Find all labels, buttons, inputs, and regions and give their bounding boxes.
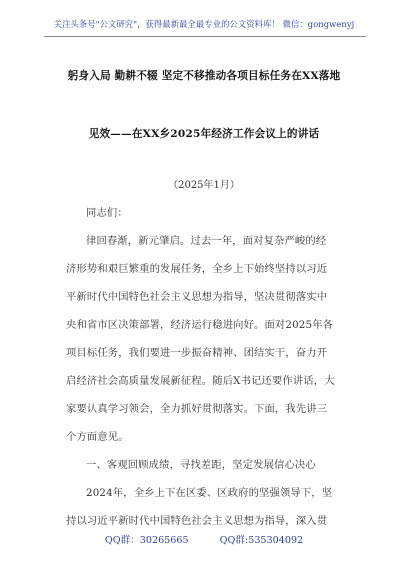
salutation: 同志们： [86, 207, 128, 219]
body-line: 个方面意见。 [66, 431, 129, 443]
section-heading: 一、客观回顾成绩，寻找差距，坚定发展信心决心 [86, 459, 316, 471]
body-line: 律回春渐，新元肇启。过去一年，面对复杂严峻的经 [86, 235, 327, 247]
body-line: 项目标任务，我们要进一步振奋精神、团结实干，奋力开 [66, 347, 328, 359]
body-line: 央和省市区决策部署，经济运行稳进向好。面对2025年各 [66, 319, 334, 331]
body-line: 平新时代中国特色社会主义思想为指导，坚决贯彻落实中 [66, 291, 328, 303]
body-line: 2024年，全乡上下在区委、区政府的坚强领导下，坚 [86, 487, 333, 499]
footer-contacts [0, 532, 408, 546]
body-line: 持以习近平新时代中国特色社会主义思想为指导，深入贯 [66, 515, 328, 527]
header-banner: 关注头条号"公文研究"，获得最新最全最专业的公文资料库！ 微信：gongwenyj [53, 19, 355, 29]
body-line: 启经济社会高质量发展新征程。随后X书记还要作讲话，大 [66, 375, 335, 387]
document-title-line-2: 见效——在XX乡2025年经济工作会议上的讲话 [88, 128, 320, 140]
footer-qq-group-2: QQ群:535304092 [219, 535, 304, 546]
document-title-line-1: 躬身入局 勤耕不辍 坚定不移推动各项目标任务在XX落地 [67, 70, 341, 82]
header-divider [44, 36, 366, 37]
footer-qq-group-1: QQ群：30265665 [104, 535, 189, 546]
body-line: 济形势和艰巨繁重的发展任务，全乡上下始终坚持以习近 [66, 263, 328, 275]
document-date: （2025年1月） [168, 180, 240, 191]
body-line: 家要认真学习领会，全力抓好贯彻落实。下面，我先讲三 [66, 403, 328, 415]
